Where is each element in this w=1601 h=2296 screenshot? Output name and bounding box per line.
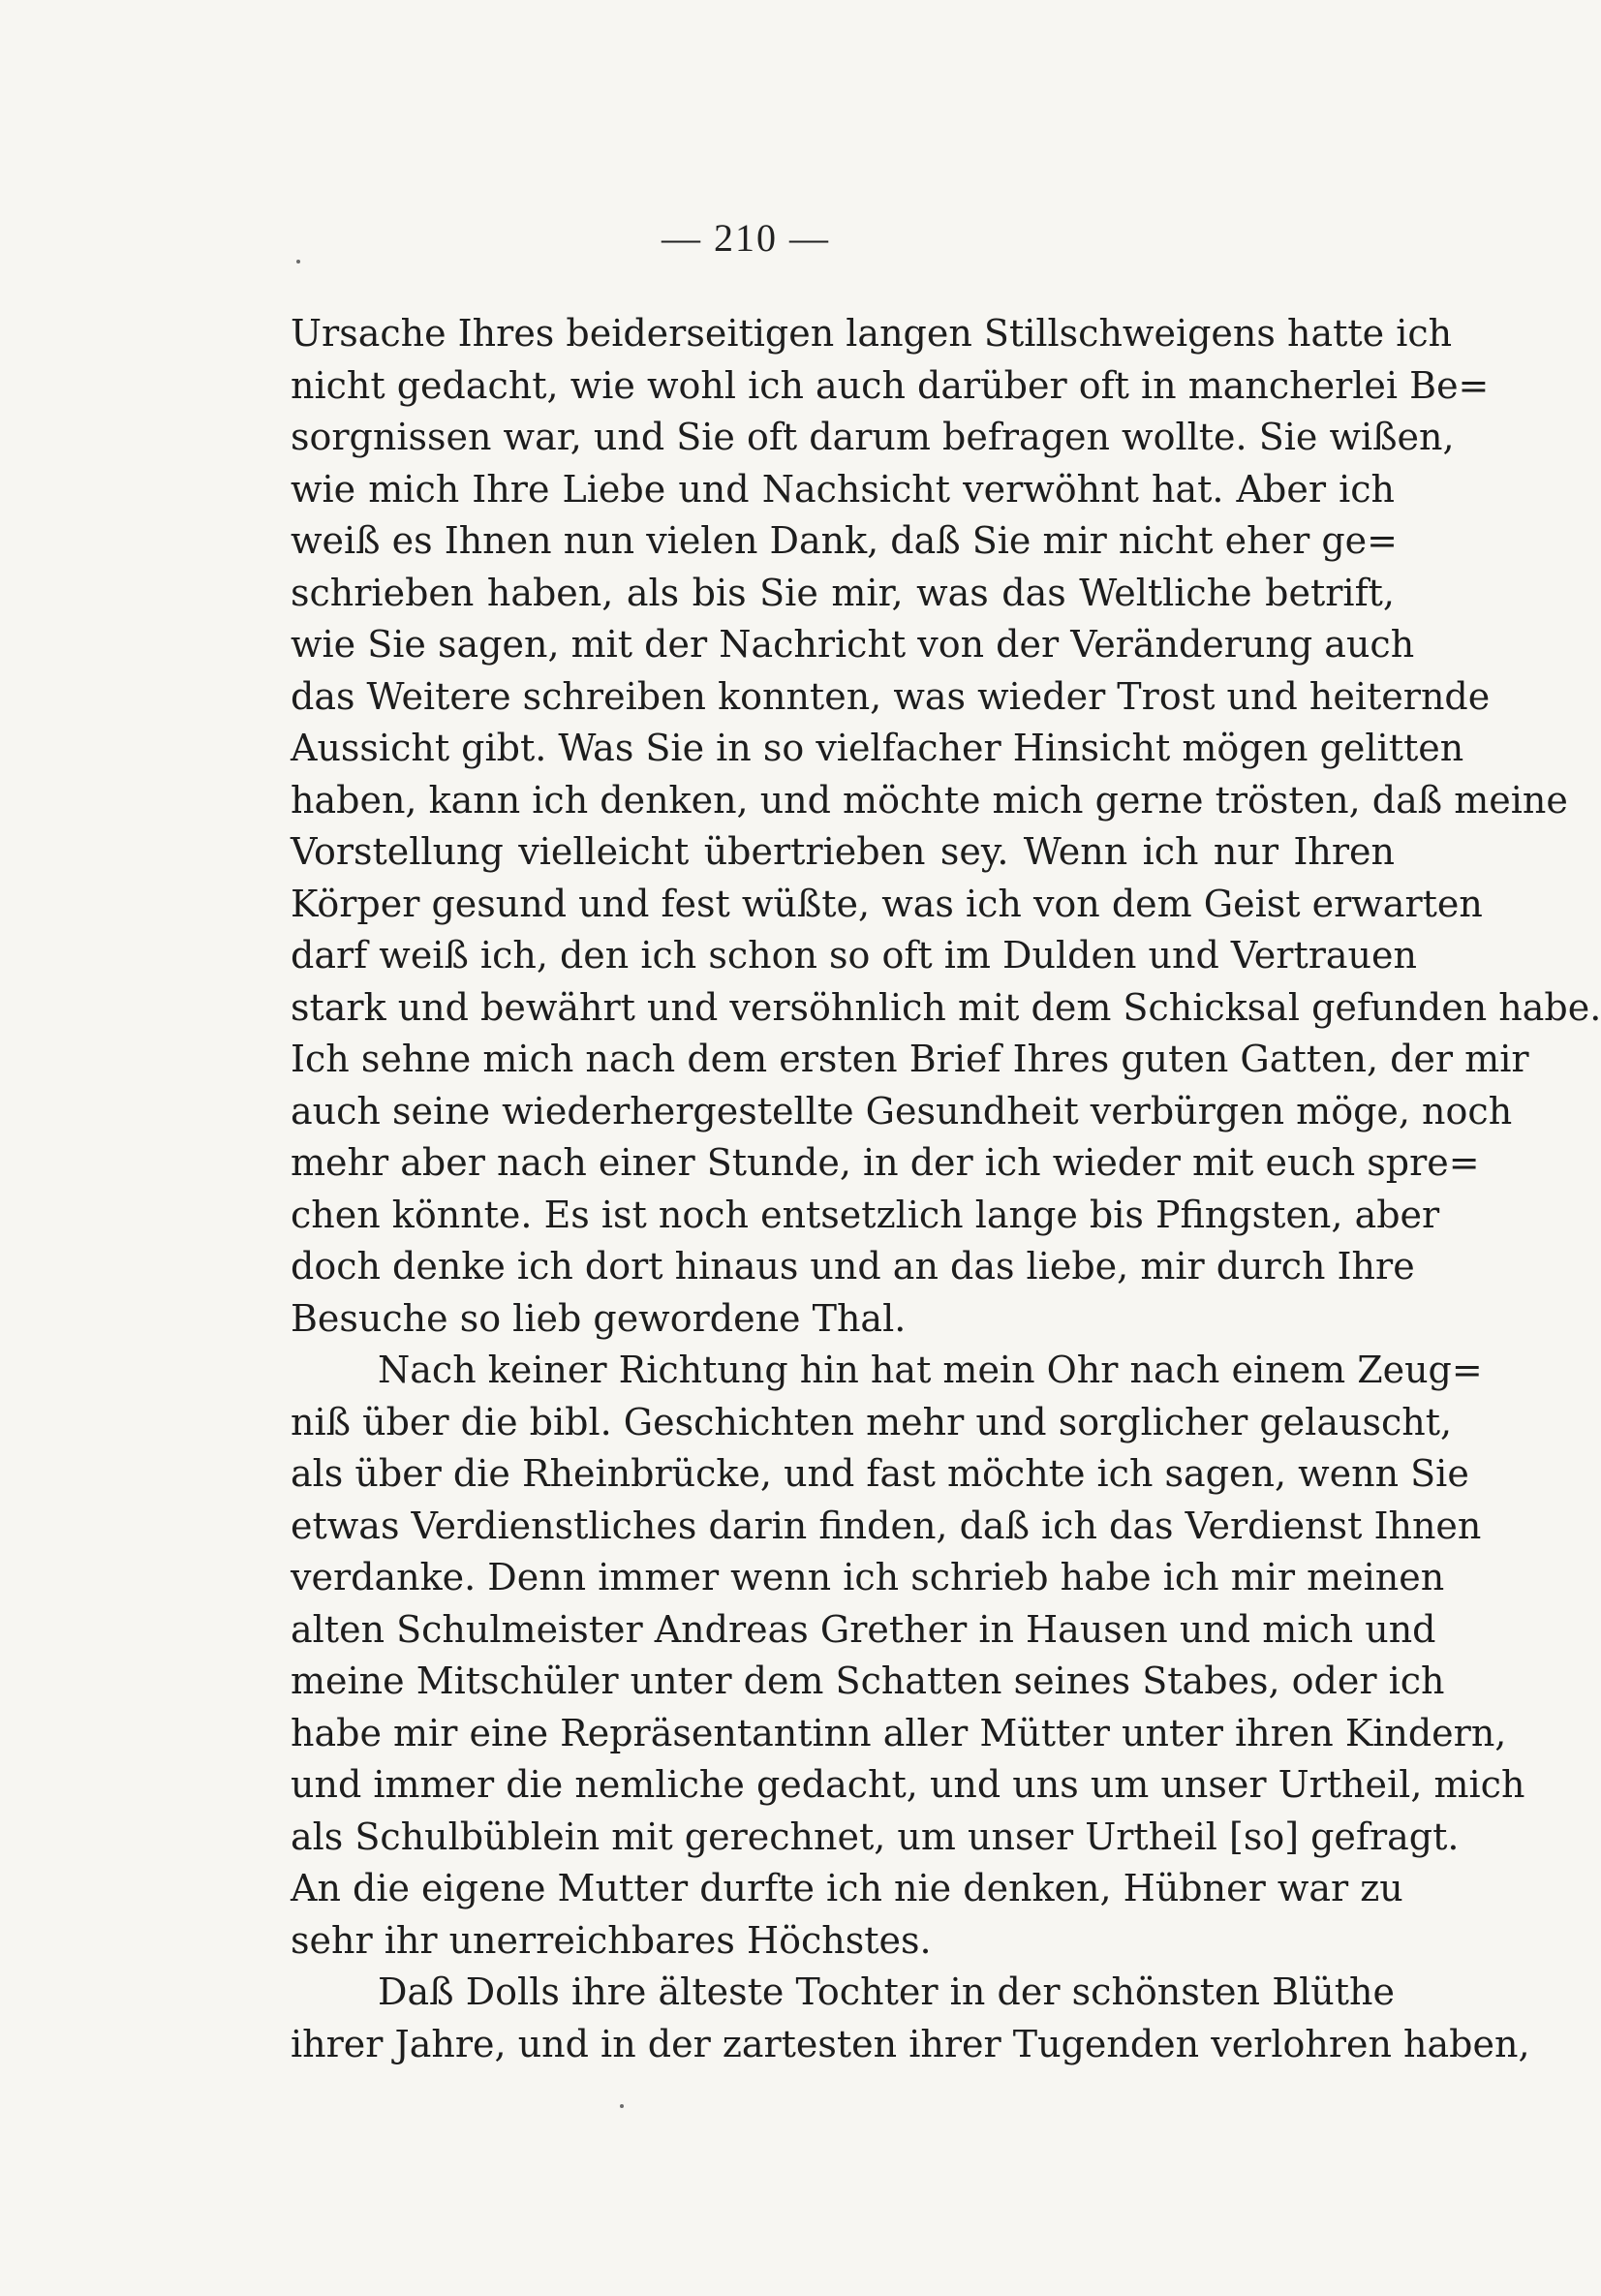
text-line: weiß es Ihnen nun vielen Dank, daß Sie mir nicht eher ge= [291,519,1398,562]
text-line: ihrer Jahre, und in der zartesten ihrer Tugenden verlohren haben, [291,2022,1530,2065]
text-line: sorgnissen war, und Sie oft darum befragen wollte. Sie wißen, [291,416,1455,458]
text-line: Besuche so lieb gewordene Thal. [291,1296,907,1340]
text-line: Vorstellung vielleicht übertrieben sey. Wenn ich nur Ihren [291,830,1395,873]
text-line: Körper gesund und fest wüßte, was ich von dem Geist erwarten [291,882,1483,925]
scan-speck [620,2104,624,2108]
text-line: alten Schulmeister Andreas Grether in Hausen und mich und [291,1607,1436,1651]
body-text [291,308,1601,2070]
text-line: habe mir eine Repräsentantinn aller Mütter unter ihren Kindern, [291,1711,1507,1754]
text-line: wie mich Ihre Liebe und Nachsicht verwöhnt hat. Aber ich [291,467,1395,511]
text-line: stark und bewährt und versöhnlich mit dem Schicksal gefunden habe. [291,985,1601,1029]
text-line: wie Sie sagen, mit der Nachricht von der Veränderung auch [291,623,1415,666]
page-number: — 210 — [662,216,830,260]
text-line: Nach keiner Richtung hin hat mein Ohr nach einem Zeug= [378,1349,1483,1391]
text-line: auch seine wiederhergestellte Gesundheit verbürgen möge, noch [291,1089,1513,1132]
text-line: schrieben haben, als bis Sie mir, was das Weltliche betrift, [291,571,1395,614]
text-line: etwas Verdienstliches darin finden, daß ich das Verdienst Ihnen [291,1504,1482,1547]
text-line: als Schulbüblein mit gerechnet, um unser Urtheil [so] gefragt. [291,1815,1460,1858]
text-line: doch denke ich dort hinaus und an das liebe, mir durch Ihre [291,1245,1415,1288]
text-line: haben, kann ich denken, und möchte mich gerne trösten, daß meine [291,778,1568,822]
text-line: Daß Dolls ihre älteste Tochter in der schönsten Blüthe [378,1970,1395,2013]
text-line: nicht gedacht, wie wohl ich auch darüber oft in mancherlei Be= [291,363,1490,407]
paragraph-2 [291,1345,1525,1967]
paragraph-3 [291,1967,1530,2070]
text-line: An die eigene Mutter durfte ich nie denken, Hübner war zu [291,1867,1403,1909]
text-line: niß über die bibl. Geschichten mehr und sorglicher gelauscht, [291,1400,1453,1443]
text-line: mehr aber nach einer Stunde, in der ich wieder mit euch spre= [291,1141,1480,1184]
text-line: und immer die nemliche gedacht, und uns um unser Urtheil, mich [291,1763,1525,1806]
text-line: meine Mitschüler unter dem Schatten seines Stabes, oder ich [291,1660,1445,1702]
text-line: verdanke. Denn immer wenn ich schrieb habe ich mir meinen [291,1556,1445,1598]
text-line: das Weitere schreiben konnten, was wieder Trost und heiternde [291,674,1491,718]
text-line: Ich sehne mich nach dem ersten Brief Ihres guten Gatten, der mir [291,1038,1529,1080]
text-line: chen könnte. Es ist noch entsetzlich lange bis Pfingsten, aber [291,1193,1440,1236]
text-line: Ursache Ihres beiderseitigen langen Stillschweigens hatte ich [291,312,1453,355]
paragraph-1 [291,308,1601,1345]
text-line: als über die Rheinbrücke, und fast möchte ich sagen, wenn Sie [291,1452,1469,1495]
text-line: darf weiß ich, den ich schon so oft im Dulden und Vertrauen [291,934,1417,977]
scan-speck [296,260,300,264]
text-line: sehr ihr unerreichbares Höchstes. [291,1918,932,1962]
text-line: Aussicht gibt. Was Sie in so vielfacher Hinsicht mögen gelitten [291,727,1464,769]
